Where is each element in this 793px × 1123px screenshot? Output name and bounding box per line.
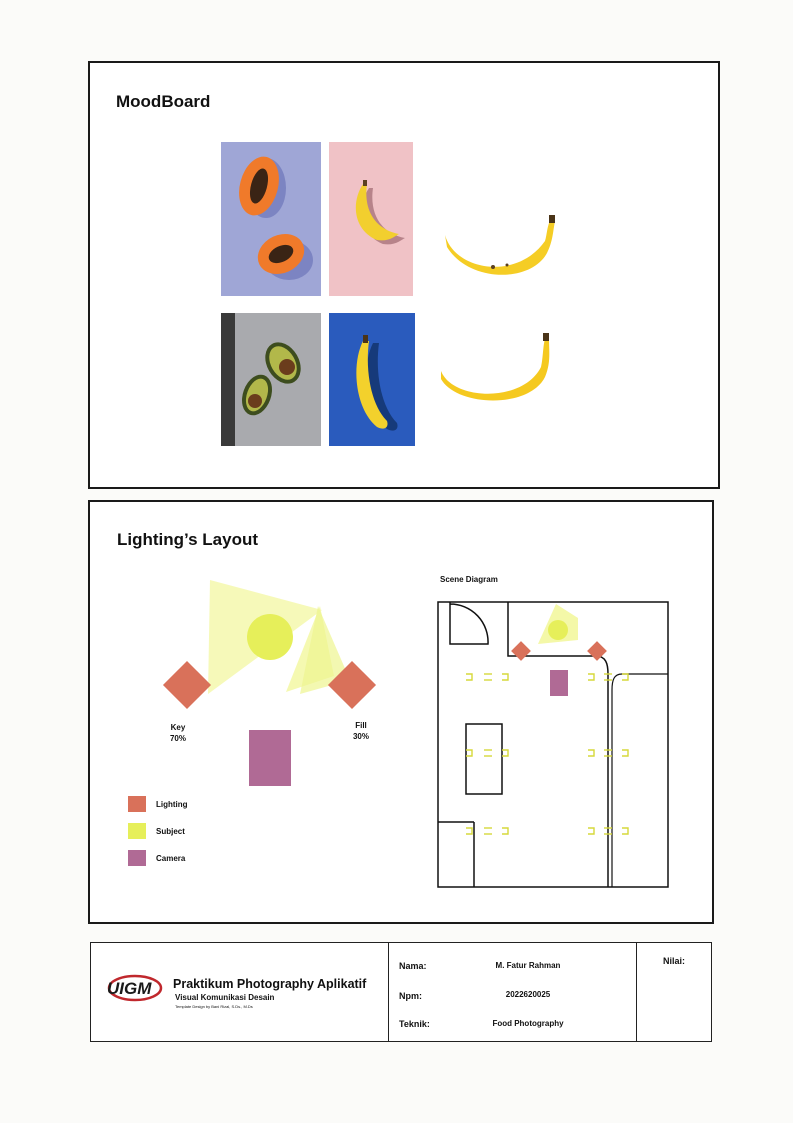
papaya-photo [221,142,321,296]
lighting-panel [88,500,714,924]
nama-value: M. Fatur Rahman [495,961,561,970]
course-title: Praktikum Photography Aplikatif [173,977,367,991]
npm-label: Npm: [399,991,422,1001]
subject-marker [247,614,293,660]
table [466,724,502,794]
template-credit: Template Design by Bani Rizal, S.Ds., M.Ds [175,1004,253,1009]
nilai-column-divider [636,943,637,1041]
legend-item-lighting: Lighting [128,795,188,813]
camera-marker [249,730,291,786]
moodboard-title: MoodBoard [116,92,211,111]
avocado-photo [221,313,321,446]
banana-blue-photo [329,313,415,446]
footer-table [90,942,712,1042]
nilai-label: Nilai: [663,956,686,966]
teknik-value: Food Photography [492,1019,564,1028]
teknik-label: Teknik: [399,1019,430,1029]
nama-label: Nama: [399,961,427,971]
banana-pink-photo [329,142,413,296]
lighting-title: Lighting’s Layout [117,530,259,549]
key-light-marker [163,661,211,709]
scene-diagram-title: Scene Diagram [440,575,498,584]
uigm-logo: UIGM [105,973,163,1003]
course-subtitle: Visual Komunikasi Desain [175,993,275,1002]
door [450,602,488,644]
fill-label: Fill 30% [352,721,369,741]
banana-white-photo-2 [435,331,560,411]
legend-item-camera: Camera [128,849,188,867]
moodboard-panel [88,61,720,489]
banana-white-photo-1 [435,213,560,293]
legend [128,795,188,876]
info-column-divider [388,943,389,1041]
key-label: Key 70% [169,723,186,743]
npm-value: 2022620025 [505,990,551,999]
legend-item-subject: Subject [128,822,188,840]
scene-diagram [436,600,676,892]
